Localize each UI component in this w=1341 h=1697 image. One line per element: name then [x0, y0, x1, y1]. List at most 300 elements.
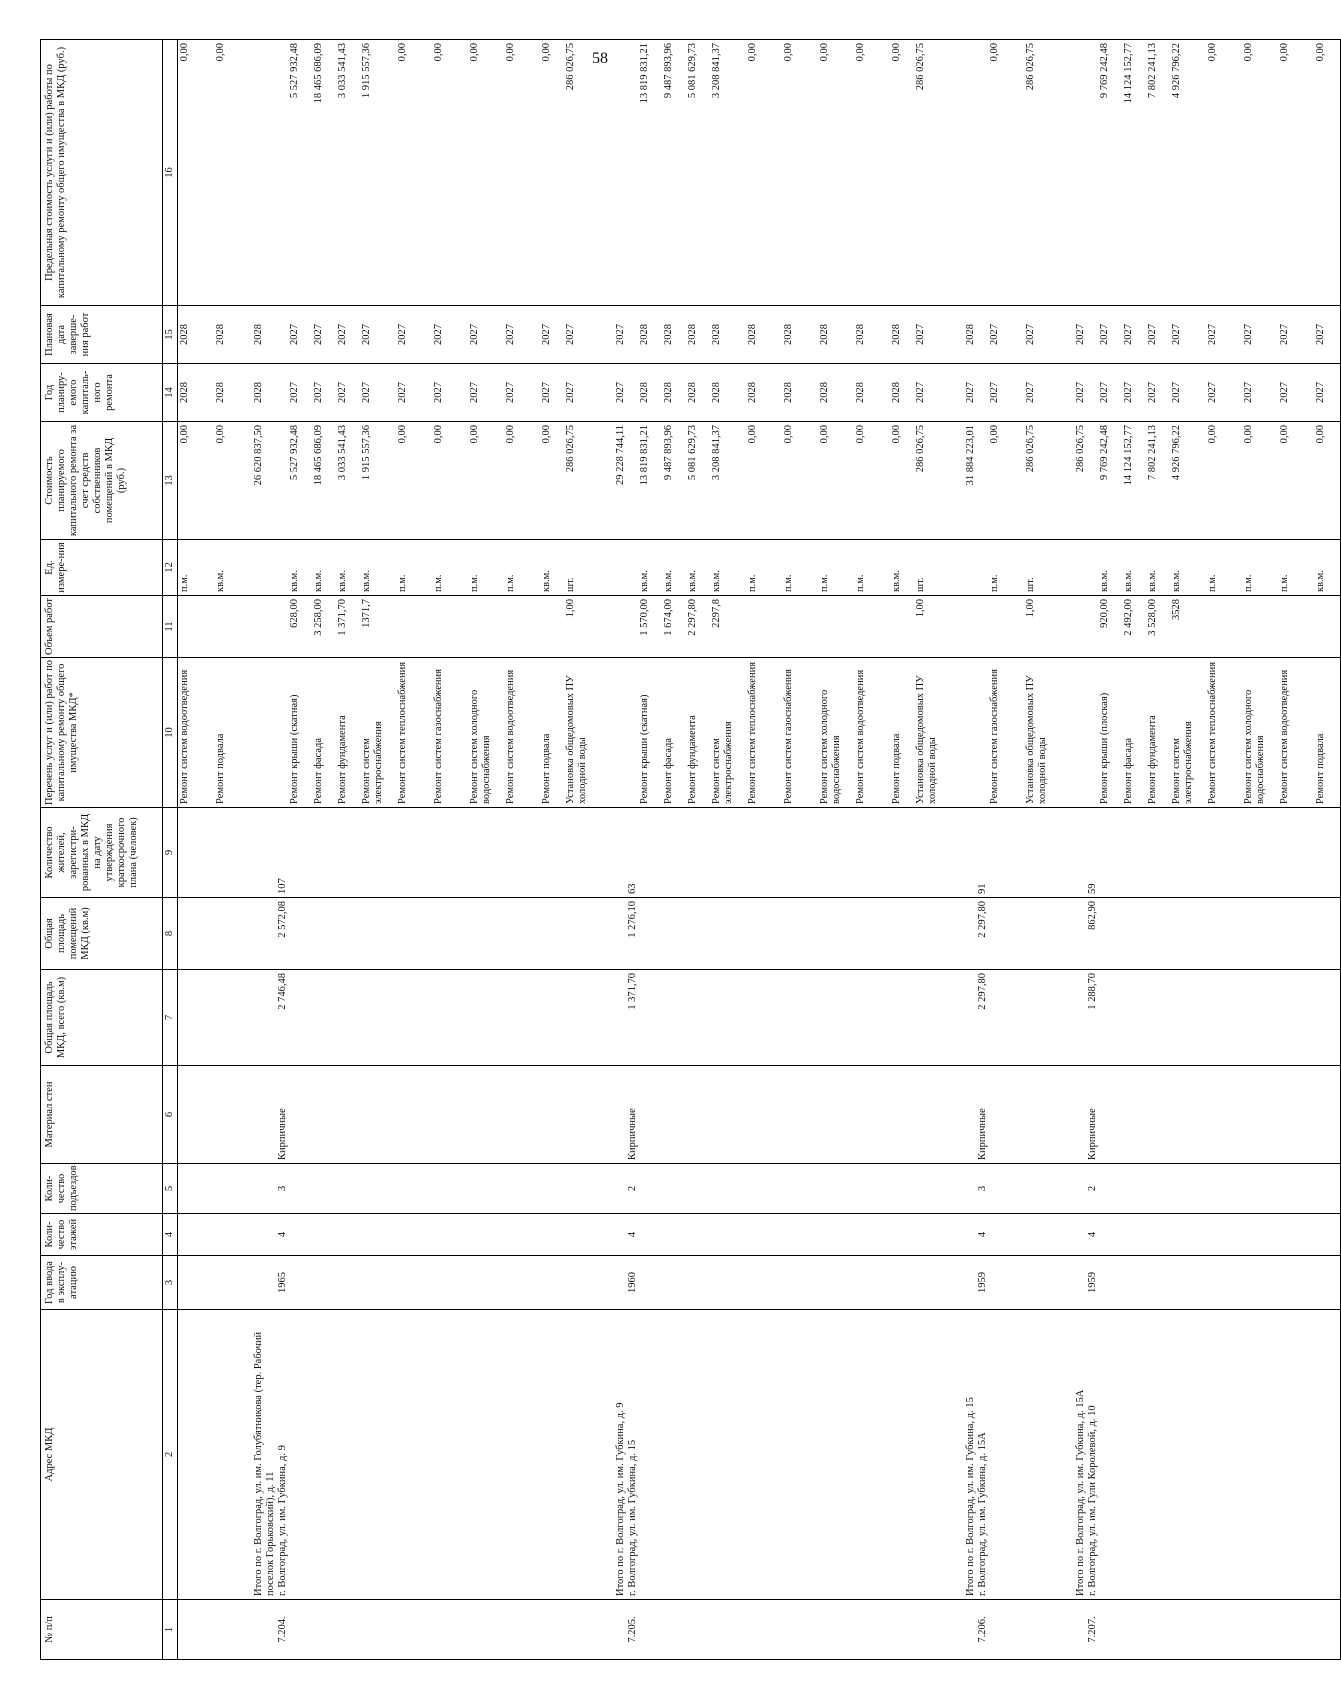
empty [289, 1259, 313, 1306]
empty [433, 973, 469, 1062]
column-number: 2 [163, 1310, 178, 1600]
work-item: Ремонт подвала [891, 733, 902, 804]
empty [433, 1259, 469, 1306]
empty [1243, 901, 1279, 966]
work-item: Ремонт систем электроснабжения [1171, 721, 1194, 804]
empty [977, 543, 989, 592]
empty [639, 1259, 663, 1306]
spacer [601, 661, 615, 804]
work-item: Ремонт систем водоотведения [1279, 669, 1290, 804]
total-date: 2028 [965, 324, 976, 345]
empty [687, 811, 711, 894]
empty [639, 1167, 663, 1210]
column-4-cell [178, 1214, 1341, 1256]
empty [1315, 901, 1339, 966]
empty [663, 811, 687, 894]
empty [1025, 1313, 1061, 1596]
empty [615, 543, 627, 592]
max-cost: 18 465 686,09 [313, 43, 324, 104]
work-item: Ремонт фундамента [687, 715, 698, 804]
total-year: 2028 [253, 382, 264, 403]
empty [711, 1167, 747, 1210]
empty [977, 599, 989, 654]
spacer [601, 599, 615, 654]
empty [1171, 1313, 1207, 1596]
completion-date: 2028 [711, 324, 722, 345]
work-item: Ремонт систем электроснабжения [361, 721, 384, 804]
empty [541, 1313, 565, 1596]
column-number: 14 [163, 364, 178, 422]
max-cost: 5 081 629,73 [687, 43, 698, 99]
column-9-cell [178, 808, 1341, 898]
work-item: Ремонт систем теплоснабжения [1207, 661, 1218, 804]
empty [855, 1259, 891, 1306]
work-item: Ремонт систем электроснабжения [711, 721, 734, 804]
cost: 0,00 [783, 425, 794, 444]
spacer [951, 43, 965, 302]
column-header: Адрес МКД [41, 1310, 163, 1600]
total-date: 2028 [253, 324, 264, 345]
empty [1075, 543, 1087, 592]
empty [1147, 811, 1171, 894]
empty [627, 543, 639, 592]
empty [663, 973, 687, 1062]
column-number: 13 [163, 422, 178, 540]
spacer [239, 43, 253, 302]
completion-date: 2027 [313, 324, 324, 345]
empty [1243, 811, 1279, 894]
empty [1075, 1217, 1087, 1252]
empty [337, 1259, 361, 1306]
empty [397, 1217, 433, 1252]
completion-date: 2027 [1171, 324, 1182, 345]
completion-date: 2028 [891, 324, 902, 345]
house-residents: 63 [627, 883, 638, 894]
empty [615, 1603, 627, 1656]
empty [505, 1217, 541, 1252]
house-year-built: 1960 [627, 1272, 638, 1293]
cost: 286 026,75 [1025, 425, 1036, 473]
spacer [601, 1313, 615, 1596]
house-area-rooms: 1 276,10 [627, 901, 638, 938]
empty [397, 811, 433, 894]
repair-year: 2027 [361, 382, 372, 403]
unit: п.м. [783, 574, 794, 592]
work-item: Ремонт систем теплоснабжения [397, 661, 408, 804]
column-14-cell [178, 364, 1341, 422]
work-item: Ремонт систем водоотведения [505, 669, 516, 804]
spacer [601, 1603, 615, 1656]
unit: кв.м. [1123, 570, 1134, 592]
empty [505, 1603, 541, 1656]
total-year: 2027 [965, 382, 976, 403]
empty [989, 1603, 1025, 1656]
cost: 0,00 [397, 425, 408, 444]
completion-date: 2027 [1025, 324, 1036, 345]
empty [965, 1069, 977, 1160]
spacer [1061, 901, 1075, 966]
cost: 5 527 932,48 [289, 425, 300, 481]
empty [215, 1167, 239, 1210]
empty [1075, 1069, 1087, 1160]
repair-year: 2028 [819, 382, 830, 403]
empty [1123, 1259, 1147, 1306]
empty [289, 901, 313, 966]
empty [711, 1259, 747, 1306]
house-area-rooms: 862,90 [1087, 901, 1098, 930]
empty [361, 1167, 397, 1210]
work-volume: 920,00 [1099, 599, 1110, 628]
unit: кв.м. [687, 570, 698, 592]
spacer [601, 1069, 615, 1160]
empty [783, 1217, 819, 1252]
empty [337, 1313, 361, 1596]
empty [1315, 1069, 1339, 1160]
empty [1171, 1259, 1207, 1306]
house-num: 7.204. [277, 1616, 288, 1643]
spacer [601, 1259, 615, 1306]
repair-year: 2027 [541, 382, 552, 403]
spacer [239, 973, 253, 1062]
repair-year: 2028 [747, 382, 758, 403]
completion-date: 2028 [747, 324, 758, 345]
spacer [239, 1217, 253, 1252]
empty [1279, 973, 1315, 1062]
empty [1147, 1069, 1171, 1160]
work-volume [819, 599, 855, 654]
column-number: 4 [163, 1214, 178, 1256]
empty [1315, 1217, 1339, 1252]
empty [361, 1259, 397, 1306]
spacer [1061, 1313, 1075, 1596]
empty [179, 901, 215, 966]
column-number-row [163, 40, 178, 1660]
empty [1315, 811, 1339, 894]
house-address: г. Волгоград, ул. им. Губкина, д. 15А [977, 1432, 988, 1596]
cost: 0,00 [215, 425, 226, 444]
house-area-rooms: 2 572,08 [277, 901, 288, 938]
empty [891, 1167, 915, 1210]
empty [565, 901, 601, 966]
empty [277, 661, 289, 804]
empty [1147, 1259, 1171, 1306]
spacer [951, 1259, 965, 1306]
cost: 0,00 [855, 425, 866, 444]
repair-year: 2027 [989, 382, 1000, 403]
cost: 9 487 893,96 [663, 425, 674, 481]
empty [289, 1069, 313, 1160]
repair-year: 2027 [565, 382, 576, 403]
empty [1075, 1167, 1087, 1210]
column-2-cell [178, 1310, 1341, 1600]
unit: п.м. [747, 574, 758, 592]
spacer [601, 901, 615, 966]
empty [397, 1167, 433, 1210]
max-cost: 286 026,75 [915, 43, 926, 91]
unit: кв.м. [663, 570, 674, 592]
spacer [951, 1313, 965, 1596]
spacer [601, 367, 615, 418]
spacer [239, 367, 253, 418]
work-item: Установка общедомовых ПУ холодной воды [915, 675, 938, 804]
empty [215, 599, 239, 654]
empty [1075, 1603, 1087, 1656]
completion-date: 2027 [1315, 324, 1326, 345]
empty [627, 599, 639, 654]
empty [819, 1603, 855, 1656]
empty [1243, 1603, 1279, 1656]
column-header: Коли-чество подъездов [41, 1164, 163, 1214]
max-cost: 0,00 [1207, 43, 1218, 62]
column-5-cell [178, 1164, 1341, 1214]
empty [1123, 1603, 1147, 1656]
column-header: Год ввода в эксплу-атацию [41, 1256, 163, 1310]
max-cost: 0,00 [215, 43, 226, 62]
empty [253, 973, 277, 1062]
empty [1171, 973, 1207, 1062]
empty [215, 1603, 239, 1656]
empty [1207, 1259, 1243, 1306]
empty [855, 901, 891, 966]
spacer [951, 811, 965, 894]
unit: кв.м. [337, 570, 348, 592]
empty [505, 1167, 541, 1210]
repair-year: 2027 [469, 382, 480, 403]
completion-date: 2027 [1123, 324, 1134, 345]
column-header: Коли-чество этажей [41, 1214, 163, 1256]
empty [505, 811, 541, 894]
empty [819, 1167, 855, 1210]
cost: 18 465 686,09 [313, 425, 324, 486]
max-cost: 0,00 [433, 43, 444, 62]
repair-year: 2027 [1243, 382, 1254, 403]
empty [855, 1069, 891, 1160]
empty [397, 1313, 433, 1596]
empty [1099, 901, 1123, 966]
empty [337, 1603, 361, 1656]
empty [1025, 1167, 1061, 1210]
empty [433, 901, 469, 966]
spacer [239, 661, 253, 804]
empty [361, 973, 397, 1062]
cost: 0,00 [433, 425, 444, 444]
empty [505, 901, 541, 966]
house-address: г. Волгоград, ул. им. Гули Королевой, д. 10 [1087, 1405, 1098, 1596]
empty [989, 1069, 1025, 1160]
empty [277, 425, 289, 536]
empty [1207, 1603, 1243, 1656]
empty [289, 1603, 313, 1656]
column-1-cell [178, 1600, 1341, 1660]
empty [253, 1069, 277, 1160]
empty [215, 1259, 239, 1306]
empty [1123, 973, 1147, 1062]
empty [1207, 1167, 1243, 1210]
house-area-total: 1 371,70 [627, 973, 638, 1010]
empty [565, 1069, 601, 1160]
column-header: Количество жителей, зарегистри-рованных в МКД на дату утверждения краткосрочного плана (человек) [41, 808, 163, 898]
empty [397, 973, 433, 1062]
cost: 286 026,75 [915, 425, 926, 473]
unit: п.м. [819, 574, 830, 592]
empty [977, 43, 989, 302]
empty [361, 811, 397, 894]
house-entrances: 2 [1087, 1185, 1098, 1192]
work-item: Ремонт фасада [663, 737, 674, 804]
empty [819, 1313, 855, 1596]
completion-date: 2027 [565, 324, 576, 345]
cost: 0,00 [1207, 425, 1218, 444]
rotated-table-wrapper [40, 40, 1326, 1660]
spacer [951, 1217, 965, 1252]
completion-date: 2028 [855, 324, 866, 345]
empty [965, 661, 977, 804]
empty [253, 1217, 277, 1252]
empty [361, 1217, 397, 1252]
cost: 14 124 152,77 [1123, 425, 1134, 486]
empty [627, 309, 639, 360]
unit: шт. [565, 577, 576, 592]
empty [313, 1313, 337, 1596]
repair-year: 2028 [639, 382, 650, 403]
work-volume [505, 599, 541, 654]
spacer [239, 543, 253, 592]
empty [469, 1069, 505, 1160]
house-address: г. Волгоград, ул. им. Губкина, д. 15 [627, 1439, 638, 1596]
empty [1123, 1069, 1147, 1160]
empty [711, 1069, 747, 1160]
repair-year: 2027 [397, 382, 408, 403]
spacer [601, 43, 615, 302]
empty [1207, 1069, 1243, 1160]
empty [915, 1167, 951, 1210]
completion-date: 2027 [1147, 324, 1158, 345]
completion-date: 2027 [289, 324, 300, 345]
column-number: 5 [163, 1164, 178, 1214]
empty [469, 1167, 505, 1210]
empty [989, 811, 1025, 894]
completion-date: 2027 [337, 324, 348, 345]
cost: 0,00 [1243, 425, 1254, 444]
empty [361, 1313, 397, 1596]
empty [687, 1069, 711, 1160]
unit: кв.м. [639, 570, 650, 592]
spacer [601, 309, 615, 360]
empty [711, 1217, 747, 1252]
empty [747, 1167, 783, 1210]
empty [1099, 1603, 1123, 1656]
work-volume [397, 599, 433, 654]
work-volume [989, 599, 1025, 654]
empty [687, 901, 711, 966]
total-cost: 31 884 223,01 [965, 425, 976, 486]
unit: п.м. [433, 574, 444, 592]
empty [1123, 1167, 1147, 1210]
spacer [239, 425, 253, 536]
empty [1087, 599, 1099, 654]
empty [747, 973, 783, 1062]
column-number: 8 [163, 898, 178, 970]
empty [687, 1603, 711, 1656]
work-volume: 2 492,00 [1123, 599, 1134, 636]
spacer [1061, 1603, 1075, 1656]
column-number: 9 [163, 808, 178, 898]
empty [253, 1603, 277, 1656]
work-item: Ремонт систем газоснабжения [433, 669, 444, 804]
completion-date: 2027 [1207, 324, 1218, 345]
spacer [1061, 811, 1075, 894]
empty [1147, 1313, 1171, 1596]
work-item: Установка общедомовых ПУ холодной воды [565, 675, 588, 804]
empty [1099, 1259, 1123, 1306]
empty [639, 1069, 663, 1160]
empty [469, 811, 505, 894]
empty [1207, 901, 1243, 966]
work-volume [1279, 599, 1315, 654]
column-number: 16 [163, 40, 178, 306]
empty [179, 1313, 215, 1596]
empty [1171, 811, 1207, 894]
empty [1171, 1603, 1207, 1656]
empty [891, 973, 915, 1062]
repair-year: 2027 [313, 382, 324, 403]
empty [505, 1069, 541, 1160]
empty [253, 901, 277, 966]
empty [1147, 1217, 1171, 1252]
completion-date: 2027 [1279, 324, 1290, 345]
empty [1171, 1167, 1207, 1210]
work-item: Установка общедомовых ПУ холодной воды [1025, 675, 1048, 804]
column-8-cell [178, 898, 1341, 970]
empty [915, 811, 951, 894]
completion-date: 2027 [397, 324, 408, 345]
empty [891, 1217, 915, 1252]
total-year: 2027 [1075, 382, 1086, 403]
empty [469, 1217, 505, 1252]
column-number: 12 [163, 540, 178, 596]
empty [313, 1603, 337, 1656]
empty [711, 1313, 747, 1596]
max-cost: 0,00 [397, 43, 408, 62]
column-11-cell [178, 596, 1341, 658]
total-address: Итого по г. Волгоград, ул. им. Голубятникова (тер. Рабочий поселок Горьковский), д. 11 [253, 1331, 276, 1596]
unit: кв.м. [711, 570, 722, 592]
column-header: Общая площадь МКД, всего (кв.м) [41, 970, 163, 1066]
empty [627, 661, 639, 804]
empty [747, 1217, 783, 1252]
max-cost: 0,00 [747, 43, 758, 62]
cost: 9 769 242,48 [1099, 425, 1110, 481]
column-7-cell [178, 970, 1341, 1066]
empty [433, 1313, 469, 1596]
empty [965, 543, 977, 592]
empty [1075, 661, 1087, 804]
empty [179, 599, 215, 654]
empty [1123, 811, 1147, 894]
work-item: Ремонт систем газоснабжения [783, 669, 794, 804]
empty [855, 1167, 891, 1210]
repair-year: 2028 [663, 382, 674, 403]
empty [1171, 1217, 1207, 1252]
empty [1099, 1217, 1123, 1252]
column-header: Ед. измере-ния [41, 540, 163, 596]
repair-year: 2027 [337, 382, 348, 403]
empty [505, 1313, 541, 1596]
house-floors: 4 [977, 1231, 988, 1238]
completion-date: 2027 [361, 324, 372, 345]
empty [565, 811, 601, 894]
empty [541, 1603, 565, 1656]
